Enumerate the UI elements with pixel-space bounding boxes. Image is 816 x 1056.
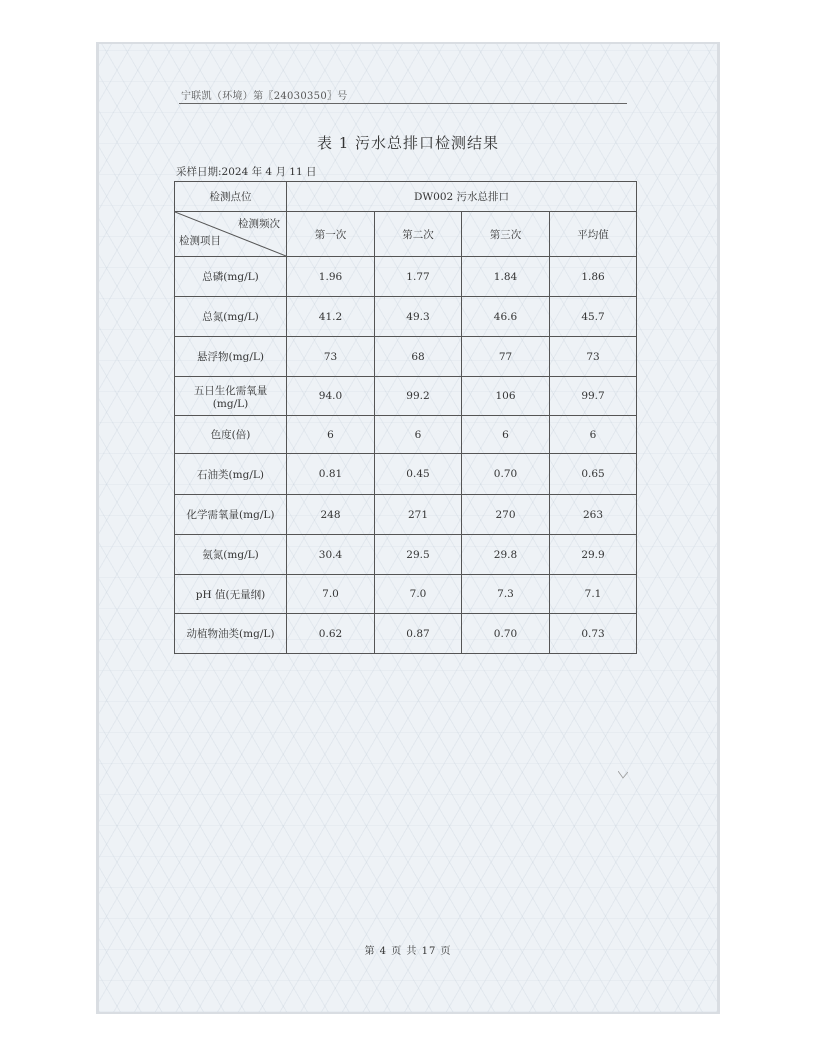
- item-cell: 氨氮(mg/L): [175, 535, 287, 575]
- value-cell: 0.65: [550, 454, 637, 495]
- results-table: [174, 181, 637, 654]
- value-cell: 41.2: [287, 297, 375, 337]
- check-mark-icon: [618, 771, 628, 779]
- table-row: [175, 454, 637, 495]
- column-header: 第三次: [462, 212, 550, 257]
- value-cell: 0.87: [375, 614, 462, 654]
- value-cell: 1.86: [550, 257, 637, 297]
- item-cell: 色度(倍): [175, 416, 287, 454]
- value-cell: 270: [462, 495, 550, 535]
- frequency-header: 检测频次: [238, 218, 280, 230]
- value-cell: 6: [287, 416, 375, 454]
- value-cell: 99.2: [375, 377, 462, 416]
- value-cell: 77: [462, 337, 550, 377]
- document-reference: 宁联凯（环境）第〖24030350〗号: [181, 91, 348, 102]
- page-number: 第 4 页 共 17 页: [364, 946, 452, 957]
- table-row: [175, 575, 637, 614]
- value-cell: 49.3: [375, 297, 462, 337]
- column-header: 第一次: [287, 212, 375, 257]
- document-page: [99, 44, 717, 1012]
- item-cell: 悬浮物(mg/L): [175, 337, 287, 377]
- value-cell: 7.1: [550, 575, 637, 614]
- value-cell: 0.70: [462, 454, 550, 495]
- table-row: [175, 416, 637, 454]
- value-cell: 99.7: [550, 377, 637, 416]
- value-cell: 0.73: [550, 614, 637, 654]
- item-cell: [175, 377, 287, 416]
- red-seal-stamp: [695, 574, 717, 704]
- item-unit: (mg/L): [212, 397, 249, 410]
- value-cell: 1.77: [375, 257, 462, 297]
- value-cell: 7.0: [375, 575, 462, 614]
- header-divider: [179, 103, 627, 104]
- value-cell: 6: [550, 416, 637, 454]
- value-cell: 106: [462, 377, 550, 416]
- value-cell: 30.4: [287, 535, 375, 575]
- diagonal-header-cell: [175, 212, 287, 257]
- value-cell: 263: [550, 495, 637, 535]
- table-header-row: [175, 212, 637, 257]
- value-cell: 1.96: [287, 257, 375, 297]
- value-cell: 7.0: [287, 575, 375, 614]
- item-cell: 化学需氧量(mg/L): [175, 495, 287, 535]
- table-row: [175, 377, 637, 416]
- table-row-point: [175, 182, 637, 212]
- table-row: [175, 535, 637, 575]
- value-cell: 73: [550, 337, 637, 377]
- value-cell: 7.3: [462, 575, 550, 614]
- column-header: 平均值: [550, 212, 637, 257]
- value-cell: 0.62: [287, 614, 375, 654]
- table-row: [175, 495, 637, 535]
- red-seal-stamp: [695, 724, 717, 854]
- sampling-date: 采样日期:2024 年 4 月 11 日: [176, 166, 317, 178]
- value-cell: 0.70: [462, 614, 550, 654]
- item-cell: 石油类(mg/L): [175, 454, 287, 495]
- value-cell: 248: [287, 495, 375, 535]
- item-name: 五日生化需氧量: [193, 384, 268, 397]
- value-cell: 29.8: [462, 535, 550, 575]
- table-row: [175, 297, 637, 337]
- item-cell: 动植物油类(mg/L): [175, 614, 287, 654]
- table-row: [175, 257, 637, 297]
- value-cell: 6: [375, 416, 462, 454]
- value-cell: 1.84: [462, 257, 550, 297]
- table-row: [175, 614, 637, 654]
- item-header: 检测项目: [179, 235, 221, 247]
- value-cell: 271: [375, 495, 462, 535]
- value-cell: 73: [287, 337, 375, 377]
- value-cell: 29.5: [375, 535, 462, 575]
- value-cell: 68: [375, 337, 462, 377]
- value-cell: 45.7: [550, 297, 637, 337]
- point-value-cell: DW002 污水总排口: [287, 182, 637, 212]
- item-cell: 总氮(mg/L): [175, 297, 287, 337]
- value-cell: 6: [462, 416, 550, 454]
- value-cell: 46.6: [462, 297, 550, 337]
- item-cell: pH 值(无量纲): [175, 575, 287, 614]
- table-title: 表 1 污水总排口检测结果: [316, 134, 500, 152]
- value-cell: 0.45: [375, 454, 462, 495]
- column-header: 第二次: [375, 212, 462, 257]
- value-cell: 29.9: [550, 535, 637, 575]
- item-cell: 总磷(mg/L): [175, 257, 287, 297]
- table-row: [175, 337, 637, 377]
- value-cell: 94.0: [287, 377, 375, 416]
- value-cell: 0.81: [287, 454, 375, 495]
- point-label-cell: 检测点位: [175, 182, 287, 212]
